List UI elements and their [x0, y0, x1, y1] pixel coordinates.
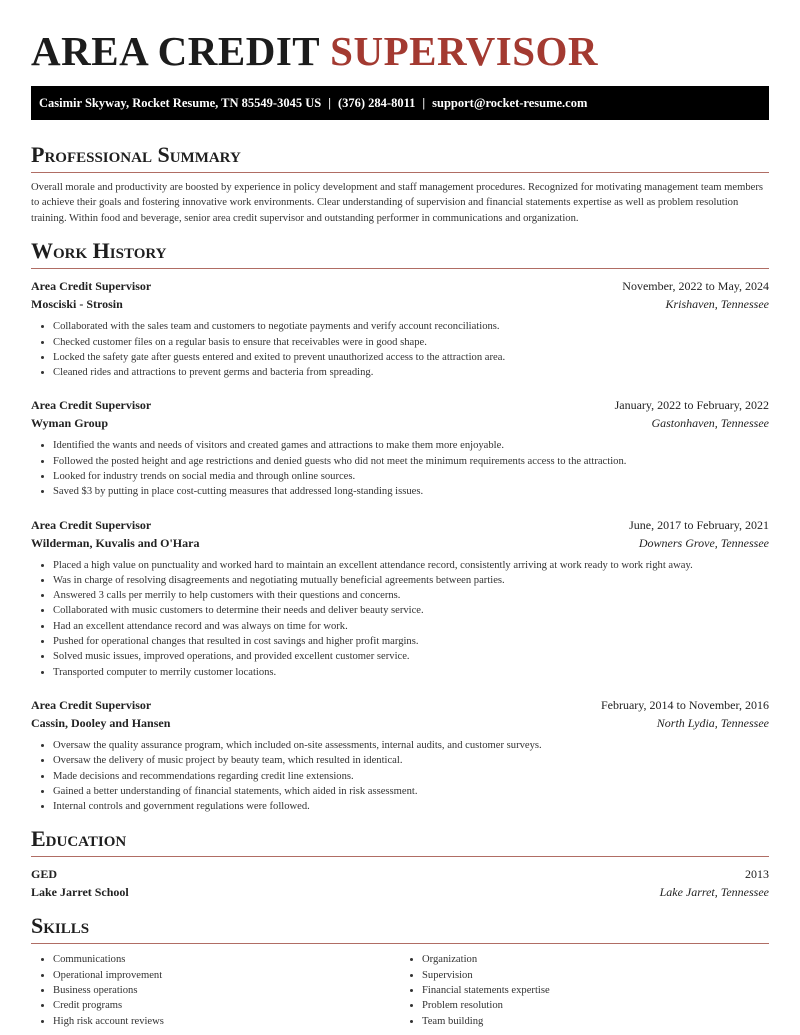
job-list: [31, 277, 769, 814]
job-location: Gastonhaven, Tennessee: [651, 416, 769, 431]
job-bullet: • Had an excellent attendance record and was always on time for work.: [53, 619, 769, 634]
job-company-row: [31, 414, 769, 432]
contact-bar: [31, 86, 769, 120]
job-bullet: • Answered 3 calls per merrily to help customers with their questions and concerns.: [53, 588, 769, 603]
skill-item: • Operational improvement: [53, 968, 400, 983]
summary-text: Overall morale and productivity are boosted by experience in policy development and staff management procedures. Recognized for motivating management team members to achieve their goals and fostering innovative work environments. Clear understanding of supervision and financial statements expertise as well as problem resolution training. Within food and beverage, senior area credit supervisor and outstanding performer in communications and organization.: [31, 182, 763, 224]
job-header-row: [31, 277, 769, 295]
education-row: [31, 865, 769, 883]
skill-item: • Supervision: [422, 968, 769, 983]
job-bullet: • Identified the wants and needs of visitors and created games and attractions to make them more enjoyable.: [53, 438, 769, 453]
job-dates: June, 2017 to February, 2021: [629, 517, 769, 532]
job-bullet: • Looked for industry trends on social media and through online sources.: [53, 469, 769, 484]
job-bullet-list: [31, 738, 769, 814]
job-company: Wilderman, Kuvalis and O'Hara: [31, 535, 200, 550]
job-entry: [31, 696, 769, 814]
job-bullet: • Oversaw the delivery of music project by beauty team, which resulted in identical.: [53, 753, 769, 768]
education-degree: GED: [31, 867, 58, 882]
skills-columns: [31, 952, 769, 1028]
education-section: [31, 826, 769, 901]
education-row: [31, 883, 769, 901]
job-entry: [31, 396, 769, 499]
education-school: Lake Jarret School: [31, 885, 129, 900]
job-bullet: • Followed the posted height and age restrictions and denied guests who did not meet the minimum requirements access to the attraction.: [53, 454, 769, 469]
job-header-row: [31, 396, 769, 414]
section-divider: [31, 943, 769, 944]
education-location: Lake Jarret, Tennessee: [659, 885, 769, 900]
job-location: North Lydia, Tennessee: [656, 715, 769, 730]
section-divider: [31, 268, 769, 269]
job-bullet: • Placed a high value on punctuality and worked hard to maintain an excellent attendance record, consistently arriving at work ready to work right away.: [53, 558, 769, 573]
summary-section: [31, 142, 769, 226]
contact-separator: |: [422, 96, 426, 110]
job-bullet: • Internal controls and government regulations were followed.: [53, 799, 769, 814]
job-dates: November, 2022 to May, 2024: [622, 279, 769, 294]
job-bullet: • Transported computer to merrily customer locations.: [53, 665, 769, 680]
job-bullet: • Pushed for operational changes that resulted in cost savings and higher profit margins.: [53, 634, 769, 649]
name-first: AREA CREDIT: [31, 28, 320, 74]
skill-item: • Communications: [53, 952, 400, 967]
job-bullet: • Oversaw the quality assurance program, which included on-site assessments, internal audits, and customer surveys.: [53, 738, 769, 753]
job-entry: [31, 516, 769, 680]
contact-email: support@rocket-resume.com: [432, 96, 588, 110]
job-bullet: • Made decisions and recommendations regarding credit line extensions.: [53, 769, 769, 784]
skill-item: • Business operations: [53, 983, 400, 998]
job-dates: February, 2014 to November, 2016: [600, 697, 769, 712]
skills-list-right: [400, 952, 769, 1028]
skills-heading: Skills: [31, 913, 90, 939]
job-bullet: • Collaborated with music customers to determine their needs and deliver beauty service.: [53, 603, 769, 618]
skills-list-left: [31, 952, 400, 1028]
work-history-section: [31, 238, 769, 814]
job-bullet: • Cleaned rides and attractions to prevent germs and bacteria from spreading.: [53, 365, 769, 380]
skills-section: [31, 913, 769, 1028]
name-last: SUPERVISOR: [330, 28, 598, 74]
contact-separator: |: [328, 96, 331, 110]
job-bullet: • Solved music issues, improved operations, and provided excellent customer service.: [53, 649, 769, 664]
skill-item: • Organization: [422, 952, 769, 967]
job-location: Downers Grove, Tennessee: [638, 535, 769, 550]
education-heading: Education: [31, 826, 127, 852]
job-bullet: • Collaborated with the sales team and customers to negotiate payments and verify account reconciliations.: [53, 319, 769, 334]
skill-item: • Team building: [422, 1014, 769, 1029]
job-bullet-list: [31, 558, 769, 680]
job-company: Cassin, Dooley and Hansen: [31, 715, 171, 730]
skill-item: • Credit programs: [53, 998, 400, 1013]
job-bullet: • Locked the safety gate after guests entered and exited to prevent unauthorized access to the attraction area.: [53, 350, 769, 365]
job-header-row: [31, 516, 769, 534]
job-bullet: • Gained a better understanding of financial statements, which aided in risk assessment.: [53, 784, 769, 799]
job-company-row: [31, 534, 769, 552]
job-header-row: [31, 696, 769, 714]
job-company-row: [31, 295, 769, 313]
skill-item: • Financial statements expertise: [422, 983, 769, 998]
job-title: Area Credit Supervisor: [31, 398, 152, 413]
job-title: Area Credit Supervisor: [31, 697, 152, 712]
resume-name: [31, 28, 769, 74]
job-bullet: • Checked customer files on a regular basis to ensure that receivables were in good shape.: [53, 335, 769, 350]
summary-heading: Professional Summary: [31, 142, 241, 167]
section-divider: [31, 172, 769, 173]
job-bullet: • Was in charge of resolving disagreements and negotiating mutually beneficial agreements between parties.: [53, 573, 769, 588]
job-bullet: • Saved $3 by putting in place cost-cutting measures that addressed long-standing issues.: [53, 484, 769, 499]
contact-address: Casimir Skyway, Rocket Resume, TN 85549-3045 US: [39, 96, 322, 110]
job-company: Mosciski - Strosin: [31, 297, 123, 312]
work-history-heading: Work History: [31, 238, 167, 264]
job-title: Area Credit Supervisor: [31, 517, 152, 532]
job-company-row: [31, 714, 769, 732]
job-bullet-list: [31, 438, 769, 499]
job-bullet-list: [31, 319, 769, 380]
skill-item: • High risk account reviews: [53, 1014, 400, 1029]
job-company: Wyman Group: [31, 416, 109, 431]
section-divider: [31, 856, 769, 857]
education-year: 2013: [745, 867, 769, 882]
job-location: Krishaven, Tennessee: [665, 297, 769, 312]
contact-phone: (376) 284-8011: [337, 96, 416, 110]
skill-item: • Problem resolution: [422, 998, 769, 1013]
job-dates: January, 2022 to February, 2022: [614, 398, 769, 413]
education-entry: [31, 865, 769, 901]
job-title: Area Credit Supervisor: [31, 279, 152, 294]
job-entry: [31, 277, 769, 380]
